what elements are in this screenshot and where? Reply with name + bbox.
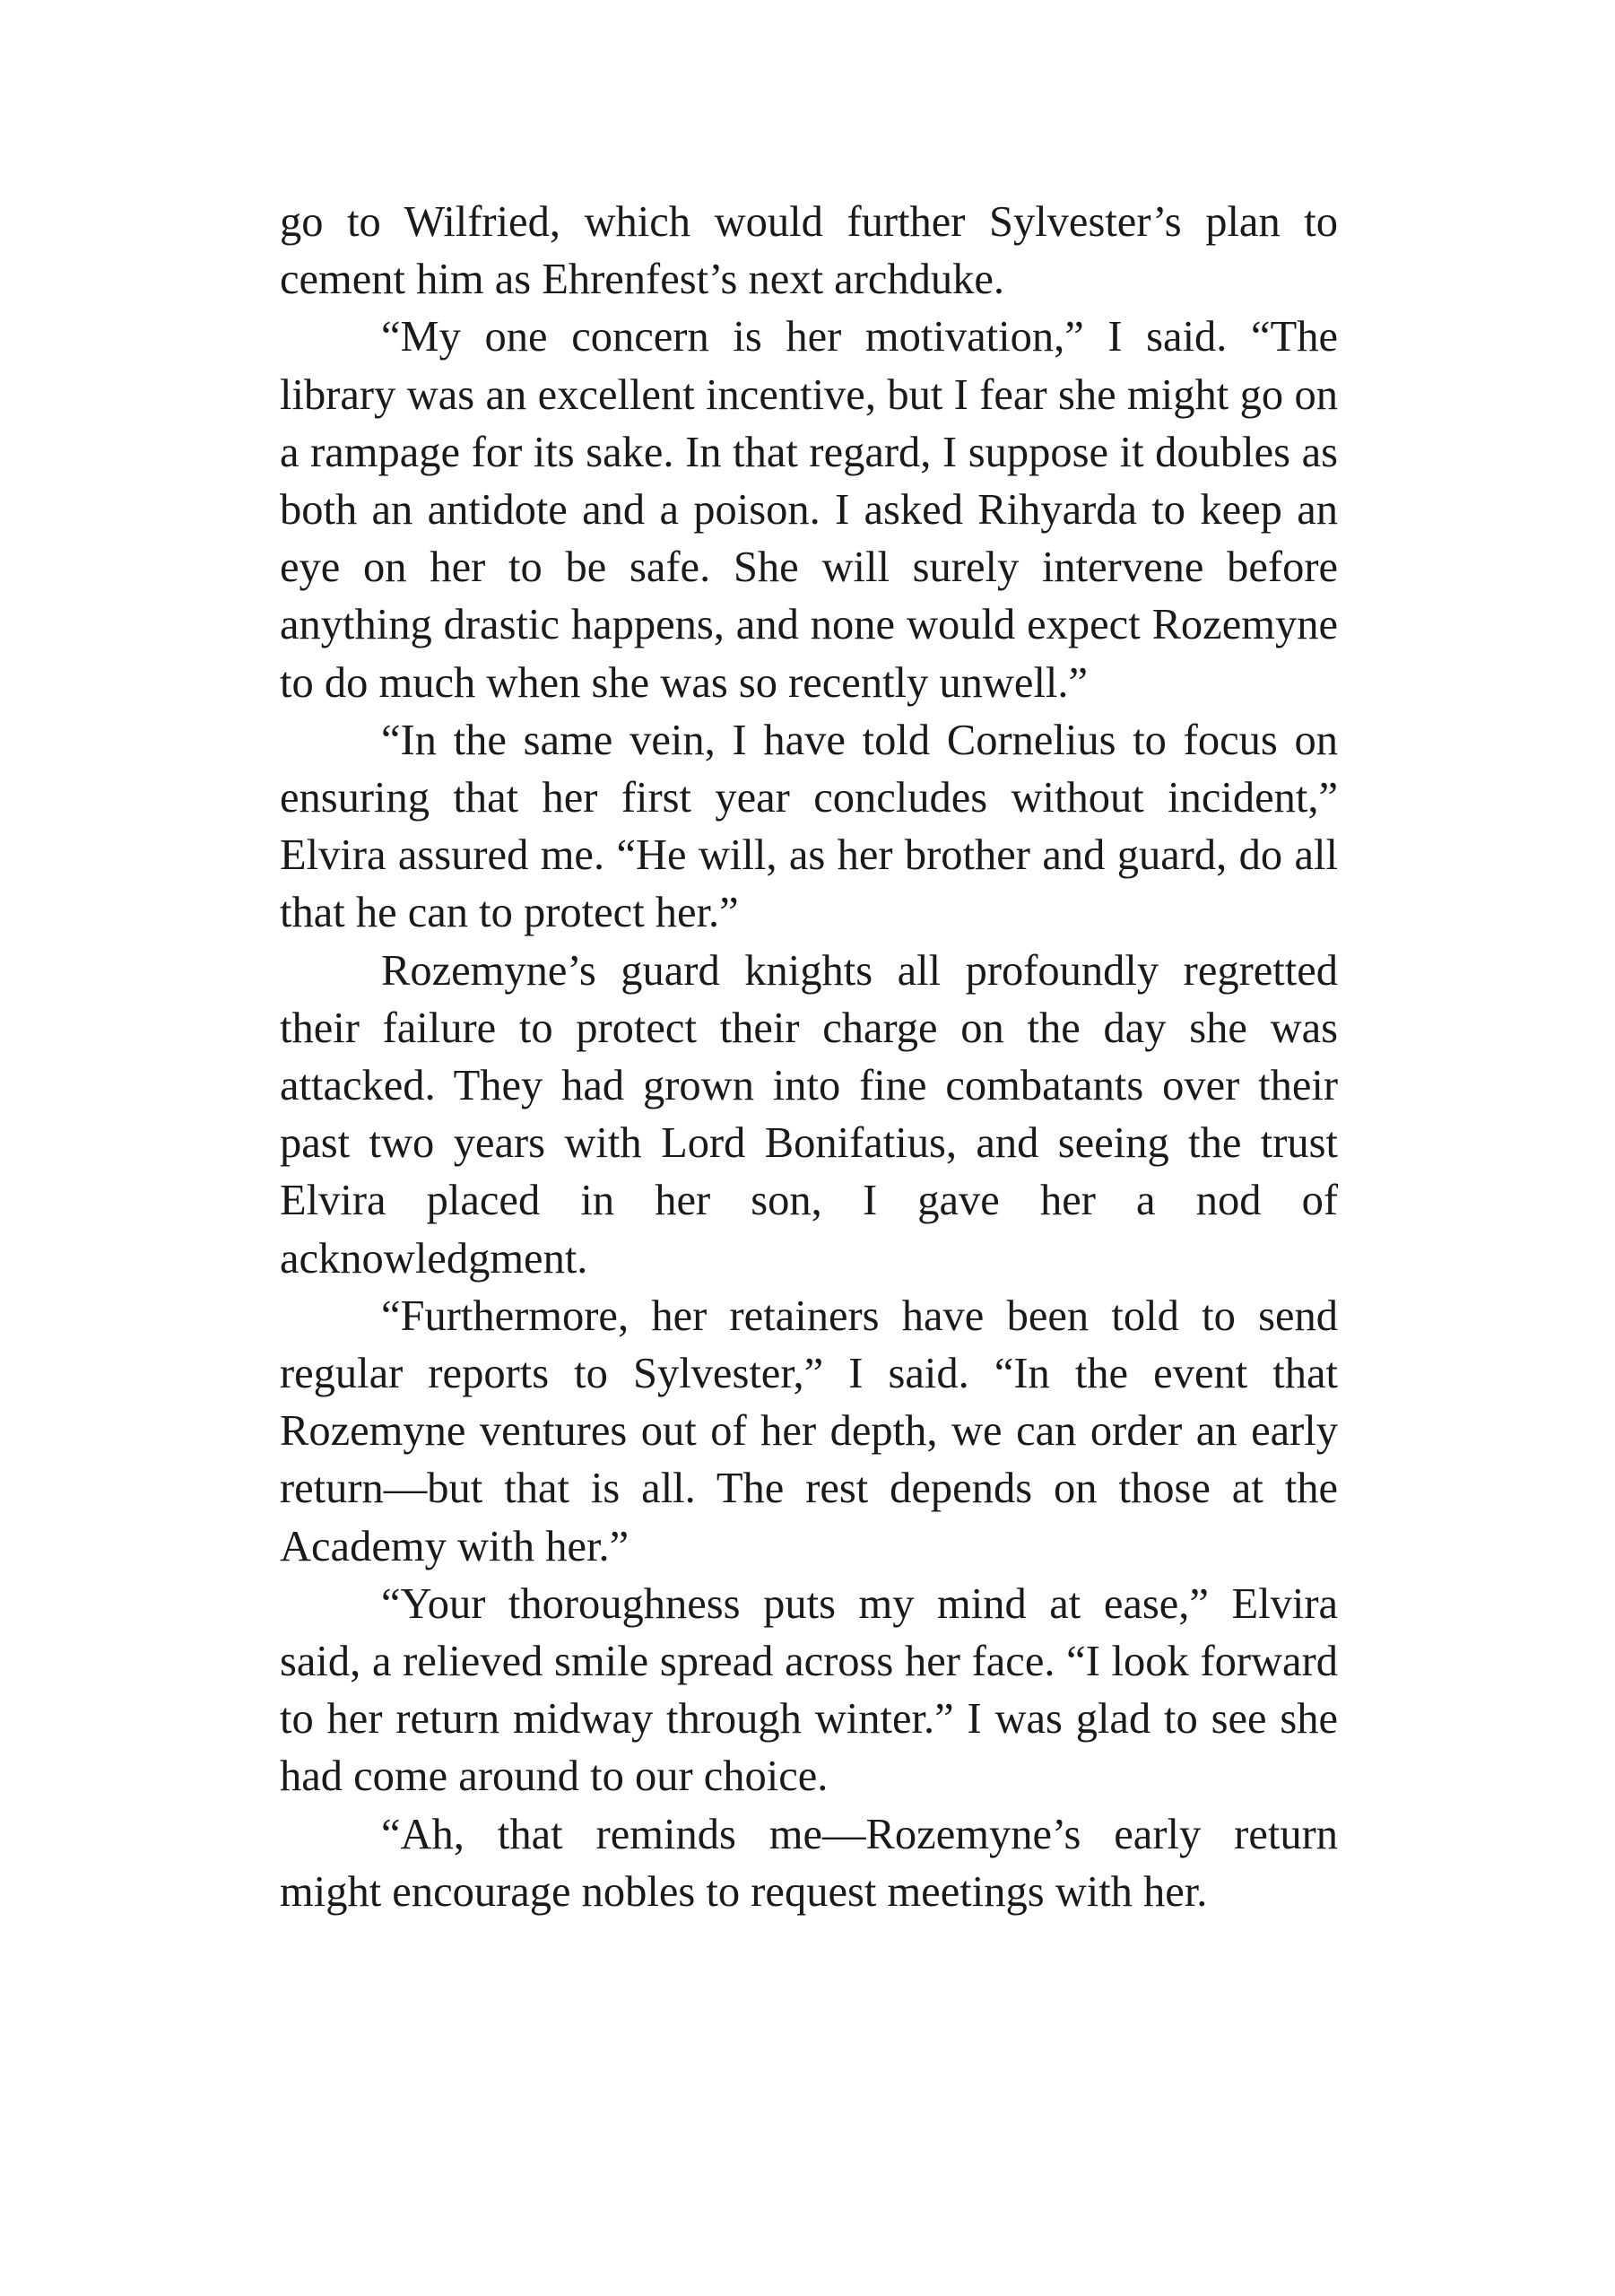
paragraph: “Furthermore, her retainers have been told to send regular reports to Sylvester,” I said. “In the event that Rozemyne ventures out of her depth, we can order an early return—but that is all. The rest depends on those at the Academy with her.” [280, 1292, 1338, 1570]
paragraph: “In the same vein, I have told Cornelius to focus on ensuring that her first year concludes without incident,” Elvira assured me. “He will, as her brother and guard, do all that he can to protect her.” [280, 716, 1338, 937]
paragraph: “My one concern is her motivation,” I said. “The library was an excellent incentive, but I fear she might go on a rampage for its sake. In that regard, I suppose it doubles as both an antidote and a poison. I asked Rihyarda to keep an eye on her to be safe. She will surely intervene before anything drastic happens, and none would expect Rozemyne to do much when she was so recently unwell.” [280, 313, 1338, 707]
paragraph-continuation: go to Wilfried, which would further Sylvester’s plan to cement him as Ehrenfest’s next archduke. [280, 198, 1338, 304]
paragraph: “Ah, that reminds me—Rozemyne’s early return might encourage nobles to request meetings with her. [280, 1810, 1338, 1916]
paragraph: Rozemyne’s guard knights all profoundly regretted their failure to protect their charge on the day she was attacked. They had grown into fine combatants over their past two years with Lord Bonifatius, and seeing the trust Elvira placed in her son, I gave her a nod of acknowledgment. [280, 946, 1338, 1283]
paragraph: “Your thoroughness puts my mind at ease,” Elvira said, a relieved smile spread across her face. “I look forward to her return midway through winter.” I was glad to see she had come around to our choice. [280, 1579, 1338, 1801]
body-text [280, 194, 1338, 1921]
